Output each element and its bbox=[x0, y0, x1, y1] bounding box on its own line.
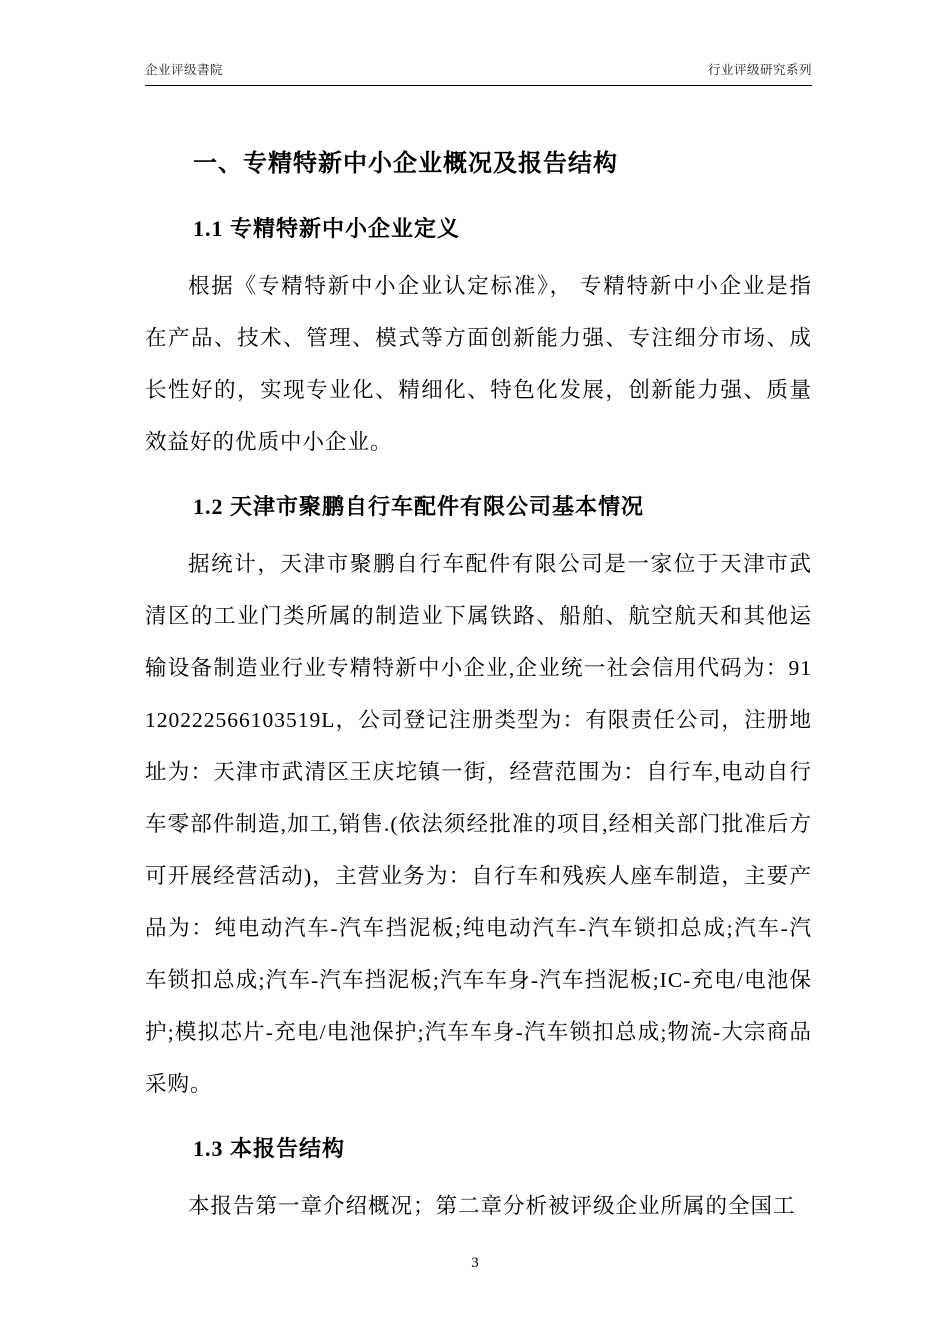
section-1-2-paragraph: 据统计，天津市聚鹏自行车配件有限公司是一家位于天津市武清区的工业门类所属的制造业下属铁路、船舶、航空航天和其他运输设备制造业行业专精特新中小企业,企业统一社会信用代码为：91120222566103519L，公司登记注册类型为：有限责任公司，注册地址为：天津市武清区王庆坨镇一街，经营范围为：自行车,电动自行车零部件制造,加工,销售.(依法须经批准的项目,经相关部门批准后方可开展经营活动)，主营业务为：自行车和残疾人座车制造，主要产品为：纯电动汽车-汽车挡泥板;纯电动汽车-汽车锁扣总成;汽车-汽车锁扣总成;汽车-汽车挡泥板;汽车车身-汽车挡泥板;IC-充电/电池保护;模拟芯片-充电/电池保护;汽车车身-汽车锁扣总成;物流-大宗商品采购。 bbox=[145, 552, 812, 1096]
section-1-3-title: 1.3 本报告结构 bbox=[193, 1136, 346, 1161]
page-header bbox=[145, 60, 812, 86]
section-1-2-title: 1.2 天津市聚鹏自行车配件有限公司基本情况 bbox=[193, 494, 645, 519]
document-content bbox=[145, 128, 812, 1232]
section-1-3-paragraph: 本报告第一章介绍概况；第二章分析被评级企业所属的全国工 bbox=[188, 1194, 796, 1218]
header-right-text: 行业评级研究系列 bbox=[707, 63, 812, 77]
page-footer bbox=[0, 1255, 950, 1272]
section-1-1-paragraph: 根据《专精特新中小企业认定标准》， 专精特新中小企业是指在产品、技术、管理、模式等方面创新能力强、专注细分市场、成长性好的，实现专业化、精细化、特色化发展，创新能力强、质量效益好的优质中小企业。 bbox=[145, 274, 812, 454]
section-1-1-title: 1.1 专精特新中小企业定义 bbox=[193, 216, 461, 241]
page-number: 3 bbox=[471, 1255, 479, 1271]
main-title: 一、专精特新中小企业概况及报告结构 bbox=[193, 151, 618, 177]
header-left-text: 企业评级書院 bbox=[145, 63, 224, 77]
